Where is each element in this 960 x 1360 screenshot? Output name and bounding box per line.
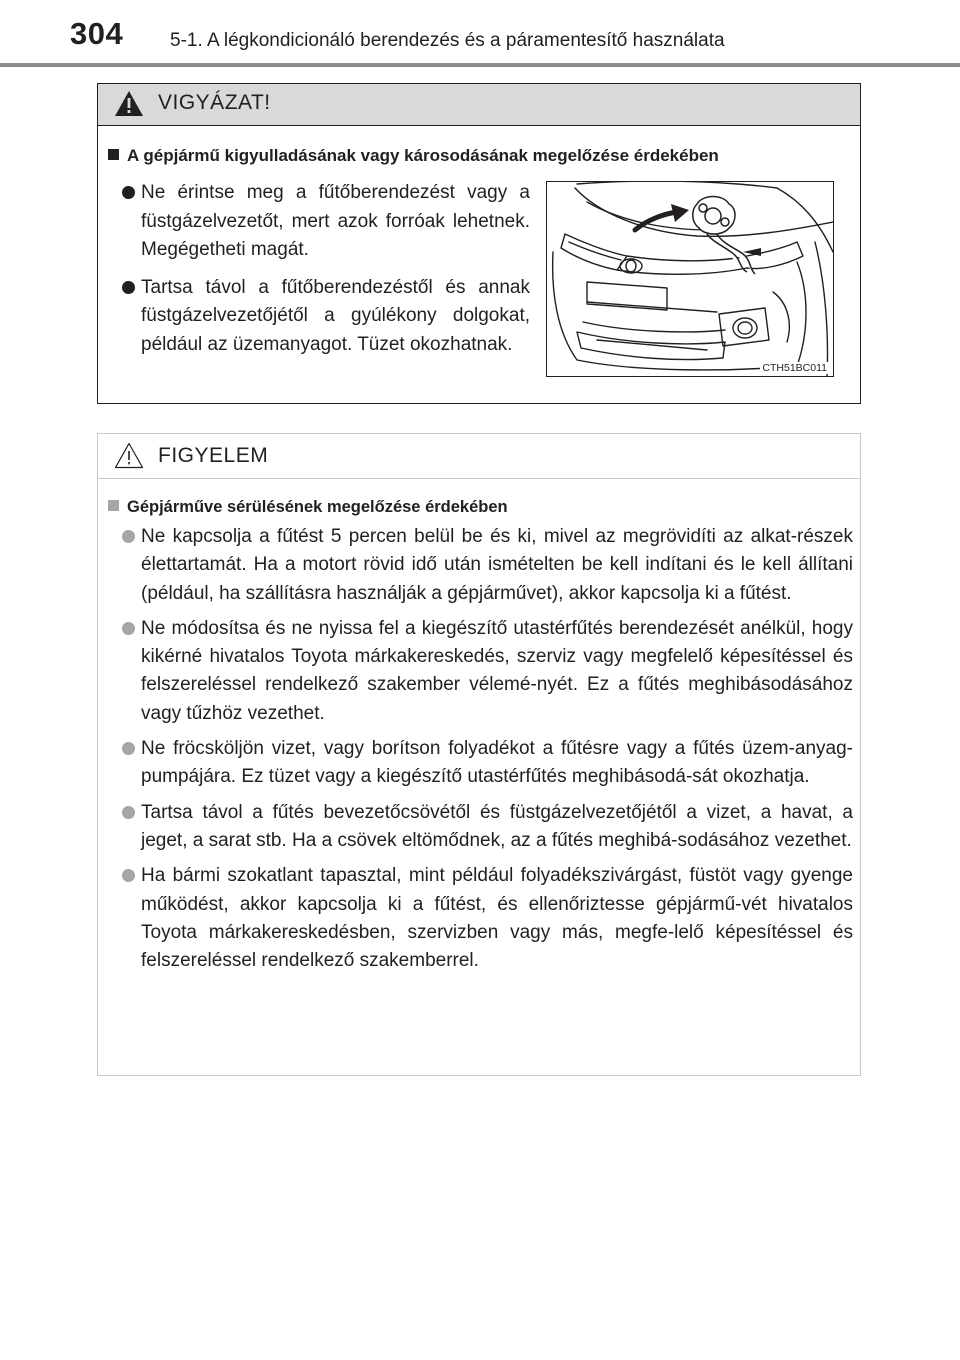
caution-triangle-icon bbox=[114, 442, 144, 469]
square-bullet-icon bbox=[108, 500, 119, 511]
warning-bullet-text: Ne érintse meg a fűtőberendezést vagy a füstgázelvezetőt, mert azok forróak lehetnek. Megégetheti magát. bbox=[141, 182, 530, 260]
car-front-drawing bbox=[547, 182, 833, 376]
bullet-dot-icon bbox=[122, 281, 135, 294]
section-title: 5-1. A légkondicionáló berendezés és a páramentesítő használata bbox=[170, 30, 725, 51]
warning-subheading-text: A gépjármű kigyulladásának vagy károsodásának megelőzése érdekében bbox=[127, 146, 719, 165]
caution-bullet bbox=[122, 615, 853, 728]
caution-bullet-text: Ha bármi szokatlant tapasztal, mint például folyadékszivárgást, füstöt vagy gyenge működést, akkor kapcsolja ki a fűtést, és ellenőriztesse gépjármű-vét hivatalos Toyota márkakereskedésben, szervizben vagy más, megfe-lelő képesítéssel és felszereléssel rendelkező szakemberrel. bbox=[141, 865, 853, 972]
warning-title: VIGYÁZAT! bbox=[158, 91, 271, 114]
caution-title: FIGYELEM bbox=[158, 444, 269, 467]
caution-bullet bbox=[122, 735, 853, 792]
image-code: CTH51BC011 bbox=[762, 362, 827, 374]
warning-bullet bbox=[122, 179, 530, 265]
bullet-dot-icon bbox=[122, 806, 135, 819]
warning-subheading bbox=[108, 146, 719, 166]
warning-header bbox=[98, 84, 860, 126]
header-divider bbox=[0, 63, 960, 67]
bullet-dot-icon bbox=[122, 186, 135, 199]
caution-subheading-text: Gépjárműve sérülésének megelőzése érdekében bbox=[127, 498, 508, 516]
caution-bullet-text: Ne módosítsa és ne nyissa fel a kiegészítő utastérfűtés berendezését anélkül, hogy kikérné hivatalos Toyota márkakereskedés, szerviz vagy megfelelő képesítéssel és felszereléssel rendelkező szakember vélemé-nyét. Ez a fűtés meghibásodásához vagy tűzhöz vezethet. bbox=[141, 617, 853, 724]
warning-triangle-icon bbox=[114, 90, 144, 117]
warning-bullet-list bbox=[122, 179, 530, 368]
bullet-dot-icon bbox=[122, 869, 135, 882]
caution-bullet-text: Ne fröcsköljön vizet, vagy borítson folyadékot a fűtésre vagy a fűtés üzem-anyag-pumpájára. Ez tüzet vagy a kiegészítő utastérfűtés meghibásodá-sát okozhatja. bbox=[141, 738, 853, 788]
page-number: 304 bbox=[70, 16, 124, 51]
warning-bullet bbox=[122, 274, 530, 360]
caution-bullet-text: Ne kapcsolja a fűtést 5 percen belül be és ki, mivel az megrövidíti az alkat-részek élettartamát. Ha a motort rövid idő után ismételten be kell indítani és le kell állítani (például, ha szállításra használják a gépjárművet), akkor kapcsolja ki a fűtést. bbox=[141, 526, 853, 604]
caution-bullet bbox=[122, 799, 853, 856]
bullet-dot-icon bbox=[122, 742, 135, 755]
caution-bullet bbox=[122, 523, 853, 608]
caution-header bbox=[98, 434, 860, 479]
caution-box bbox=[97, 433, 861, 1076]
car-heater-illustration bbox=[546, 181, 834, 377]
caution-subheading bbox=[108, 498, 508, 517]
warning-box bbox=[97, 83, 861, 404]
square-bullet-icon bbox=[108, 149, 119, 160]
caution-bullet bbox=[122, 862, 853, 975]
bullet-dot-icon bbox=[122, 622, 135, 635]
bullet-dot-icon bbox=[122, 530, 135, 543]
caution-bullet-text: Tartsa távol a fűtés bevezetőcsövétől és füstgázelvezetőjétől a vizet, a havat, a jeget, a sarat stb. Ha a csövek eltömődnek, az a fűtés meghibá-sodásához vezethet. bbox=[141, 801, 853, 851]
warning-bullet-text: Tartsa távol a fűtőberendezéstől és annak füstgázelvezetőjétől a gyúlékony dolgokat, például az üzemanyagot. Tüzet okozhatnak. bbox=[141, 276, 530, 355]
caution-bullet-list bbox=[122, 523, 853, 982]
